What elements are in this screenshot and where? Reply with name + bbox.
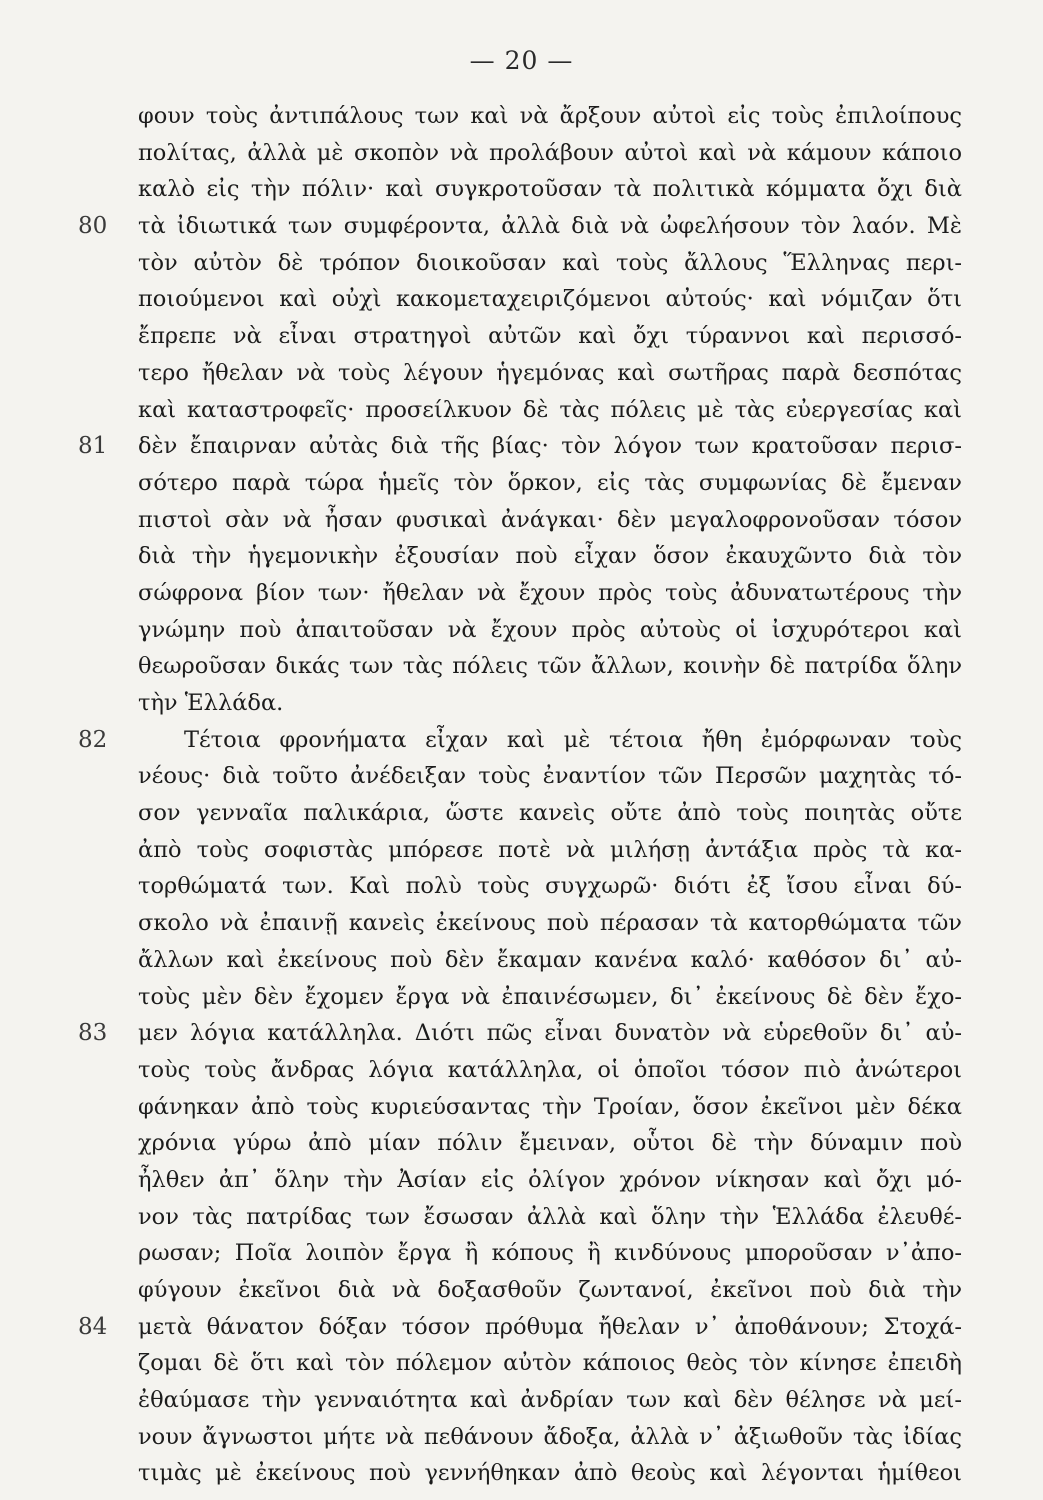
line-number: 84 — [78, 1313, 108, 1340]
text-line — [138, 1199, 962, 1236]
text-line — [138, 1455, 962, 1492]
text-line-content: νον τὰς πατρίδας των ἔσωσαν ἀλλὰ καὶ ὅλην τὴν Ἑλλάδα ἐλευθέ- — [138, 1203, 962, 1230]
text-line-content: μετὰ θάνατον δόξαν τόσον πρόθυμα ἤθελαν ν᾽ ἀποθάνουν; Στοχά- — [138, 1313, 962, 1340]
text-line — [138, 648, 962, 685]
text-line-content: τὰ ἰδιωτικά των συμφέροντα, ἀλλὰ διὰ νὰ ὠφελήσουν τὸν λαόν. Μὲ — [138, 213, 962, 240]
text-line — [138, 98, 962, 135]
text-line-content: τὴν Ἑλλάδα. — [138, 690, 284, 716]
text-line — [138, 502, 962, 539]
text-line — [78, 428, 962, 465]
text-line-content: ἔπρεπε νὰ εἶναι στρατηγοὶ αὐτῶν καὶ ὄχι τύραννοι καὶ περισσό- — [138, 323, 962, 350]
text-line-content: τοὺς μὲν δὲν ἔχομεν ἔργα νὰ ἐπαινέσωμεν, δι᾽ ἐκείνους δὲ δὲν ἔχο- — [138, 983, 962, 1010]
text-line — [138, 1382, 962, 1419]
text-line — [78, 722, 962, 759]
text-line — [138, 905, 962, 942]
text-line — [138, 392, 962, 429]
text-line — [138, 1089, 962, 1126]
text-line — [138, 171, 962, 208]
text-line — [78, 1309, 962, 1346]
text-line — [138, 465, 962, 502]
text-line-content: γνώμην ποὺ ἀπαιτοῦσαν νὰ ἔχουν πρὸς αὐτοὺς οἱ ἰσχυρότεροι καὶ — [138, 616, 962, 643]
text-line — [78, 1015, 962, 1052]
text-line-content: πολίτας, ἀλλὰ μὲ σκοπὸν νὰ προλάβουν αὐτοὶ καὶ νὰ κάμουν κάποιο — [138, 139, 962, 166]
text-line-content: σώφρονα βίον των· ἤθελαν νὰ ἔχουν πρὸς τοὺς ἀδυνατωτέρους τὴν — [138, 579, 962, 606]
text-line-content: χρόνια γύρω ἀπὸ μίαν πόλιν ἔμειναν, οὗτοι δὲ τὴν δύναμιν ποὺ — [138, 1130, 962, 1157]
text-line — [138, 135, 962, 172]
text-line-content: ἀπὸ τοὺς σοφιστὰς μπόρεσε ποτὲ νὰ μιλήσῃ ἀντάξια πρὸς τὰ κα- — [138, 836, 962, 863]
line-number: 82 — [78, 726, 108, 753]
text-line — [138, 1345, 962, 1382]
text-line-content: τερο ἤθελαν νὰ τοὺς λέγουν ἡγεμόνας καὶ σωτῆρας παρὰ δεσπότας — [138, 359, 962, 386]
text-line-content: φάνηκαν ἀπὸ τοὺς κυριεύσαντας τὴν Τροίαν, ὅσον ἐκεῖνοι μὲν δέκα — [138, 1093, 962, 1120]
text-line-content: ρωσαν; Ποῖα λοιπὸν ἔργα ἢ κόπους ἢ κινδύνους μποροῦσαν ν᾽ἀπο- — [138, 1240, 962, 1267]
text-line-content: τιμὰς μὲ ἐκείνους ποὺ γεννήθηκαν ἀπὸ θεοὺς καὶ λέγονται ἡμίθεοι — [138, 1460, 962, 1487]
text-line-content: τὸν αὐτὸν δὲ τρόπον διοικοῦσαν καὶ τοὺς ἄλλους Ἕλληνας περι- — [138, 249, 962, 276]
text-line — [138, 1419, 962, 1456]
text-line-content: ἐθαύμασε τὴν γενναιότητα καὶ ἀνδρίαν των καὶ δὲν θέλησε νὰ μεί- — [138, 1387, 962, 1414]
text-line — [78, 208, 962, 245]
line-number: 80 — [78, 213, 108, 240]
body-text — [78, 98, 962, 1492]
text-line — [138, 355, 962, 392]
text-line-content: φύγουν ἐκεῖνοι διὰ νὰ δοξασθοῦν ζωντανοί, ἐκεῖνοι ποὺ διὰ τὴν — [138, 1277, 962, 1303]
text-line-content: ἄλλων καὶ ἐκείνους ποὺ δὲν ἔκαμαν κανένα καλό· καθόσον δι᾽ αὐ- — [138, 946, 962, 973]
text-line — [138, 942, 962, 979]
text-line — [138, 868, 962, 905]
text-line-content: μεν λόγια κατάλληλα. Διότι πῶς εἶναι δυνατὸν νὰ εὑρεθοῦν δι᾽ αὐ- — [138, 1020, 962, 1047]
line-number: 81 — [78, 433, 108, 460]
text-line — [138, 281, 962, 318]
text-line-content: διὰ τὴν ἡγεμονικὴν ἐξουσίαν ποὺ εἶχαν ὅσον ἐκαυχῶντο διὰ τὸν — [138, 543, 962, 570]
text-line — [138, 538, 962, 575]
text-line-content: νουν ἄγνωστοι μήτε νὰ πεθάνουν ἄδοξα, ἀλλὰ ν᾽ ἀξιωθοῦν τὰς ἰδίας — [138, 1423, 962, 1450]
text-line-content: θεωροῦσαν δικάς των τὰς πόλεις τῶν ἄλλων, κοινὴν δὲ πατρίδα ὅλην — [138, 653, 962, 680]
text-line — [138, 1052, 962, 1089]
text-line — [138, 832, 962, 869]
text-line-content: πιστοὶ σὰν νὰ ἦσαν φυσικαὶ ἀνάγκαι· δὲν μεγαλοφρονοῦσαν τόσον — [138, 506, 962, 533]
text-line — [138, 1235, 962, 1272]
text-line-content: σότερο παρὰ τώρα ἡμεῖς τὸν ὅρκον, εἰς τὰς συμφωνίας δὲ ἔμεναν — [138, 469, 962, 496]
text-line — [138, 245, 962, 282]
text-line — [138, 979, 962, 1016]
line-number: 83 — [78, 1020, 108, 1047]
text-line-content: Τέτοια φρονήματα εἶχαν καὶ μὲ τέτοια ἤθη ἐμόρφωναν τοὺς — [184, 726, 962, 753]
text-line — [138, 1272, 962, 1309]
text-line-content: καλὸ εἰς τὴν πόλιν· καὶ συγκροτοῦσαν τὰ πολιτικὰ κόμματα ὄχι διὰ — [138, 176, 962, 203]
text-line-content: ἦλθεν ἀπ᾽ ὅλην τὴν Ἀσίαν εἰς ὀλίγον χρόνον νίκησαν καὶ ὄχι μό- — [138, 1166, 962, 1193]
text-line — [138, 758, 962, 795]
text-line-content: τοὺς τοὺς ἄνδρας λόγια κατάλληλα, οἱ ὁποῖοι τόσον πιὸ ἀνώτεροι — [138, 1056, 962, 1083]
text-line-content: ζομαι δὲ ὅτι καὶ τὸν πόλεμον αὐτὸν κάποιος θεὸς τὸν κίνησε ἐπειδὴ — [138, 1350, 962, 1377]
text-line — [138, 1162, 962, 1199]
text-line-content: σκολο νὰ ἐπαινῇ κανεὶς ἐκείνους ποὺ πέρασαν τὰ κατορθώματα τῶν — [138, 910, 962, 937]
text-line-content: νέους· διὰ τοῦτο ἀνέδειξαν τοὺς ἐναντίον τῶν Περσῶν μαχητὰς τό- — [138, 763, 962, 790]
text-line-content: δὲν ἔπαιρναν αὐτὰς διὰ τῆς βίας· τὸν λόγον των κρατοῦσαν περισ- — [138, 433, 962, 460]
text-line — [138, 575, 962, 612]
text-line — [138, 318, 962, 355]
text-line — [138, 795, 962, 832]
text-line-content: τορθώματά των. Καὶ πολὺ τοὺς συγχωρῶ· διότι ἐξ ἴσου εἶναι δύ- — [138, 873, 962, 900]
text-line-content: καὶ καταστροφεῖς· προσείλκυον δὲ τὰς πόλεις μὲ τὰς εὐεργεσίας καὶ — [138, 396, 962, 423]
text-line-content: ποιούμενοι καὶ οὐχὶ κακομεταχειριζόμενοι αὐτούς· καὶ νόμιζαν ὅτι — [138, 286, 962, 313]
page-number: — 20 — — [469, 46, 574, 75]
text-line-content: σον γενναῖα παλικάρια, ὥστε κανεὶς οὔτε ἀπὸ τοὺς ποιητὰς οὔτε — [138, 800, 962, 827]
text-line — [138, 612, 962, 649]
text-line — [138, 1125, 962, 1162]
text-line — [138, 685, 962, 722]
text-line-content: φουν τοὺς ἀντιπάλους των καὶ νὰ ἄρξουν αὐτοὶ εἰς τοὺς ἐπιλοίπους — [138, 103, 962, 129]
